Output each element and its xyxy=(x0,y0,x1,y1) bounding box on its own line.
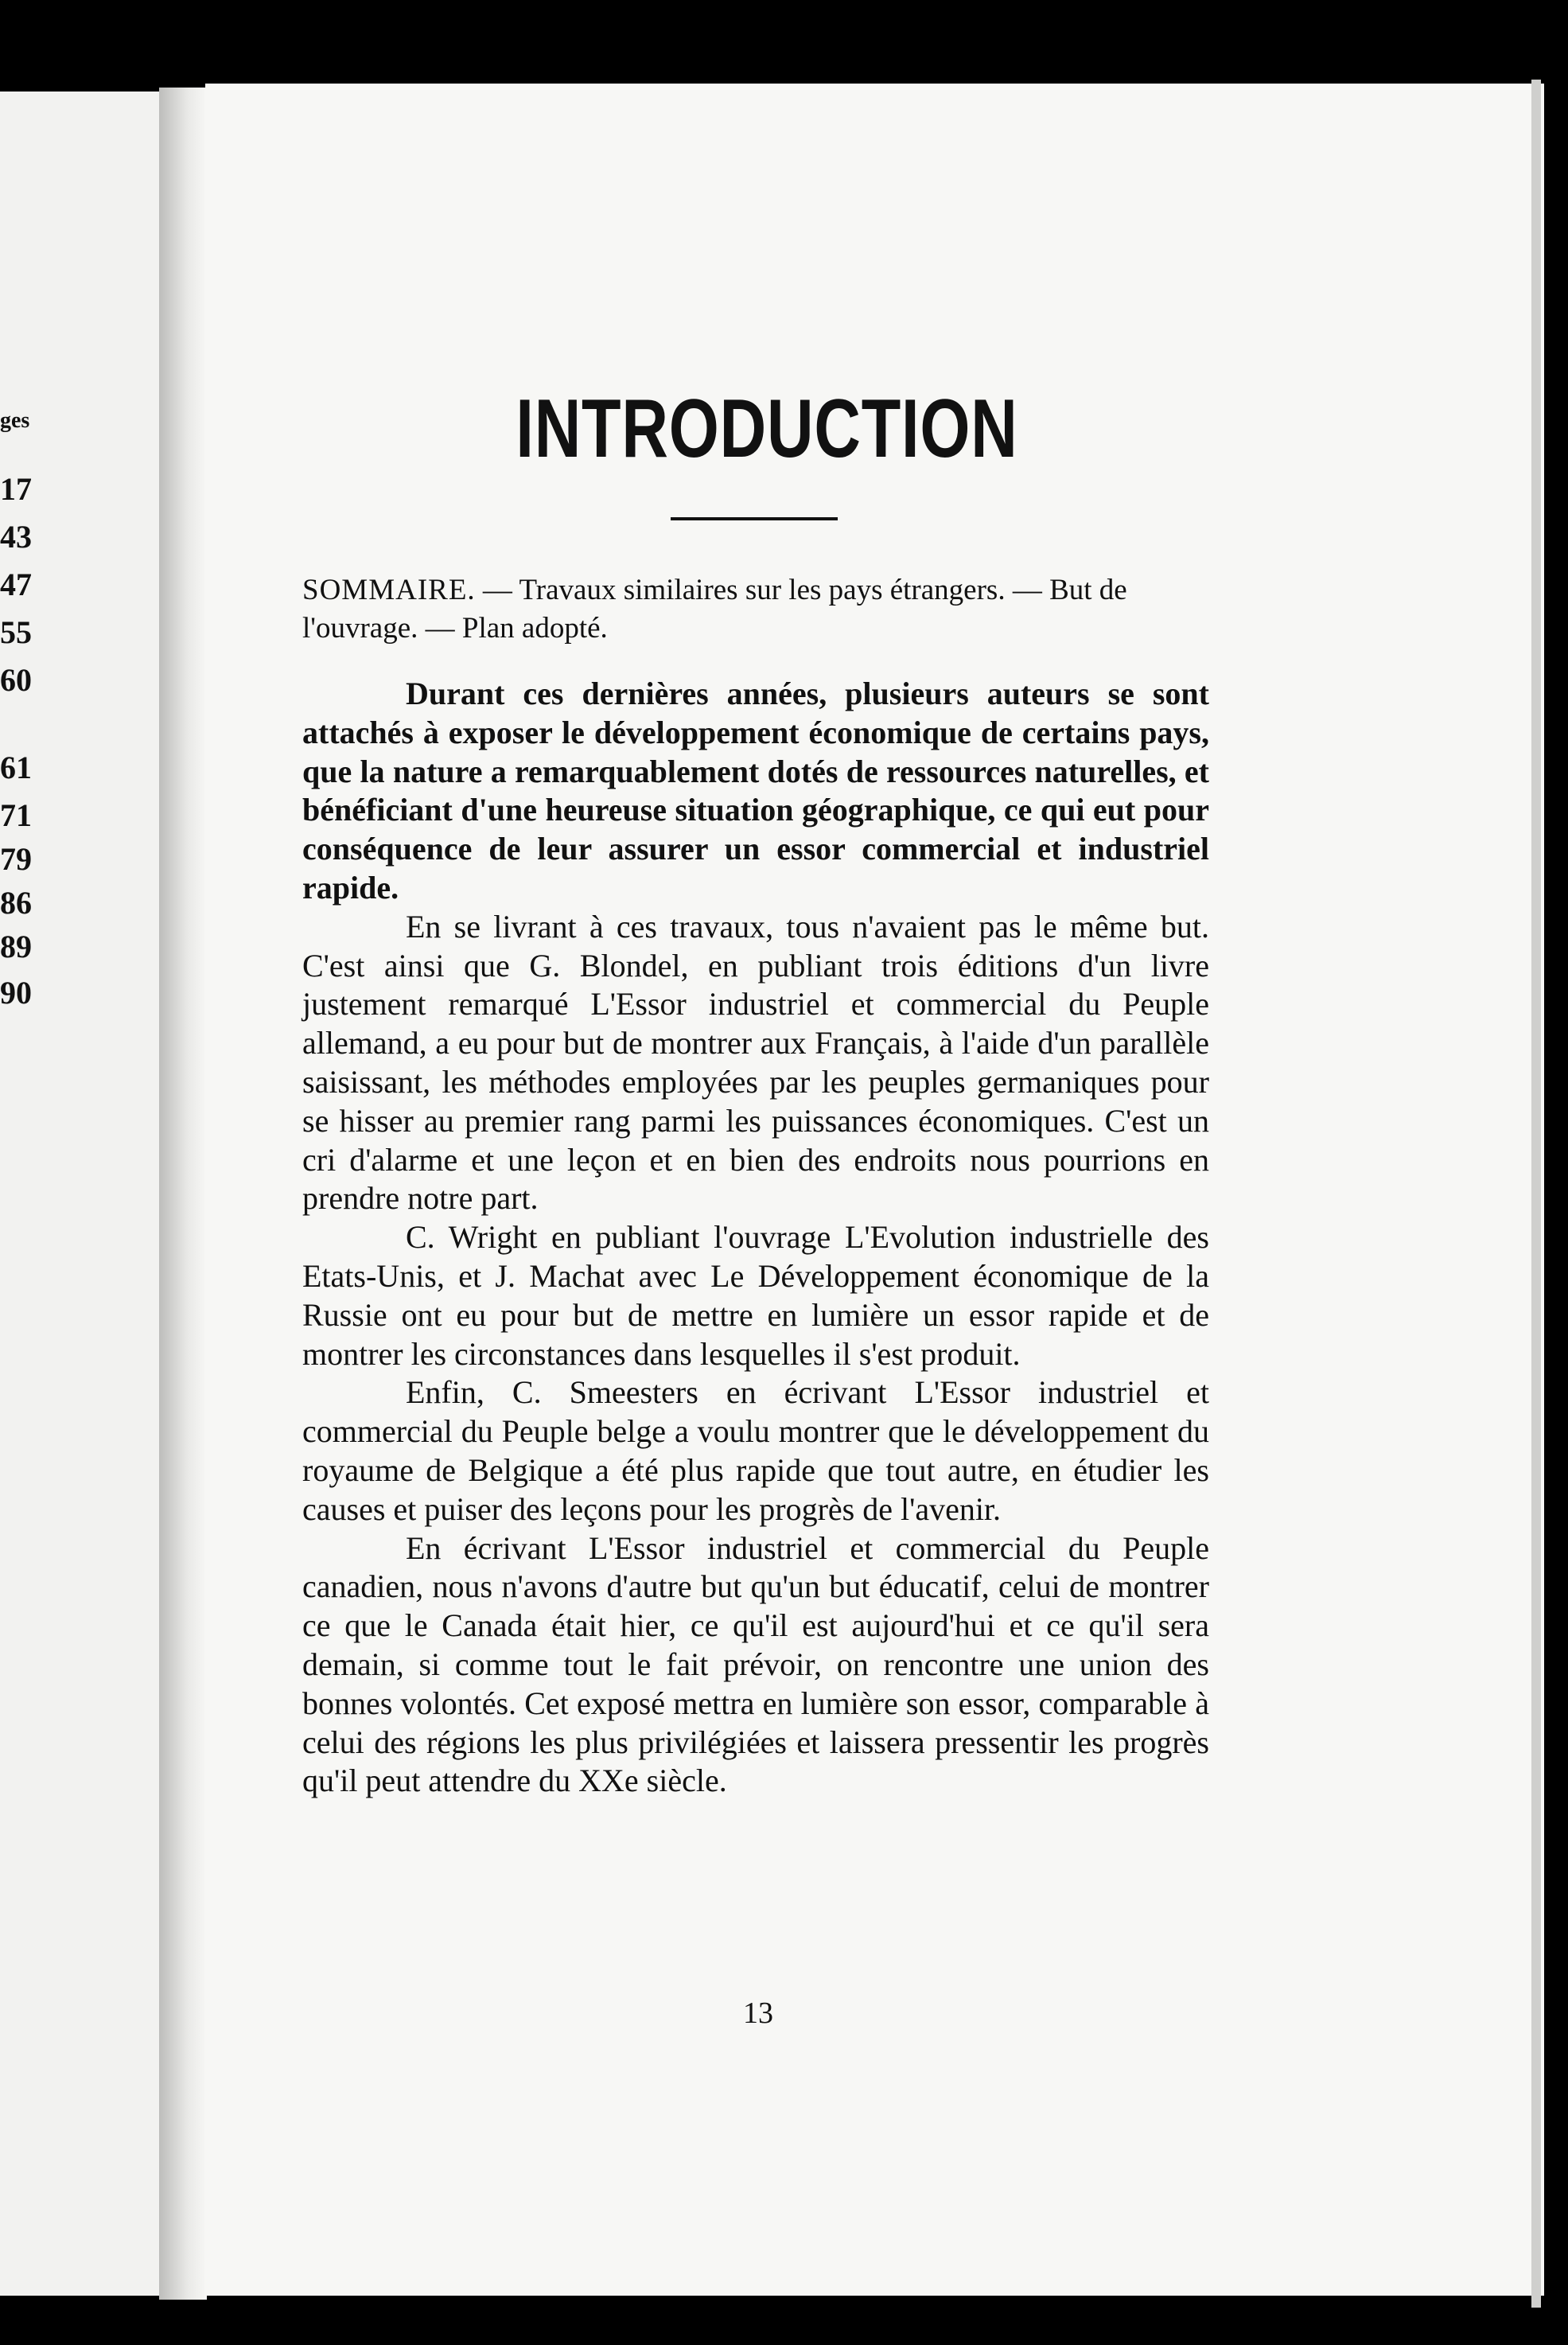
paragraph: En se livrant à ces travaux, tous n'avaient pas le même but. C'est ainsi que G. Blondel, en publiant trois éditions d'un livre justement remarqué L'Essor industriel et commercial du Peuple allemand, a eu pour but de montrer aux Français, à l'aide d'un parallèle saisissant, les méthodes employées par les peuples germaniques pour se hisser au premier rang parmi les puissances économiques. C'est un cri d'alarme et une leçon et en bien des endroits nous pourrions en prendre notre part. xyxy=(302,908,1209,1217)
summary-label: SOMMAIRE. xyxy=(302,574,476,606)
summary xyxy=(302,571,1209,648)
summary-text: — Travaux similaires sur les pays étrangers. — But de l'ouvrage. — Plan adopté. xyxy=(302,574,1127,645)
previous-page-number: 43 xyxy=(0,519,32,555)
paragraph: C. Wright en publiant l'ouvrage L'Evolution industrielle des Etats-Unis, et J. Machat avec Le Développement économique de la Russie ont eu pour but de mettre en lumière un essor rapide et de montrer les circonstances dans lesquelles il s'est produit. xyxy=(302,1219,1209,1372)
chapter-title: INTRODUCTION xyxy=(516,383,1018,475)
previous-page-number: 55 xyxy=(0,614,32,650)
body-text xyxy=(302,675,1209,1801)
previous-page-number: 89 xyxy=(0,929,32,964)
previous-page-number: 60 xyxy=(0,662,32,698)
paragraph: En écrivant L'Essor industriel et commercial du Peuple canadien, nous n'avons d'autre but qu'un but éducatif, celui de montrer ce que le Canada était hier, ce qu'il est aujourd'hui et ce qu'il sera demain, si comme tout le fait prévoir, on rencontre une union des bonnes volontés. Cet exposé mettra en lumière son essor, comparable à celui des régions les plus privilégiées et laissera pressentir les progrès qu'il peut attendre du XXe siècle. xyxy=(302,1529,1209,1799)
paragraph: Enfin, C. Smeesters en écrivant L'Essor industriel et commercial du Peuple belge a voulu montrer que le développement du royaume de Belgique a été plus rapide que tout autre, en étudier les causes et puiser des leçons pour les progrès de l'avenir. xyxy=(302,1374,1209,1527)
book-gutter xyxy=(159,88,207,2300)
paragraph: Durant ces dernières années, plusieurs auteurs se sont attachés à exposer le développement économique de certains pays, que la nature a remarquablement dotés de ressources naturelles, et bénéficiant d'une heureuse situation géographique, ce qui eut pour conséquence de leur assurer un essor commercial et industriel rapide. xyxy=(302,676,1209,906)
page-number: 13 xyxy=(743,1996,773,2030)
previous-page-number: 61 xyxy=(0,750,32,785)
previous-page-number: 79 xyxy=(0,841,32,877)
page-edge xyxy=(1531,80,1541,2308)
previous-page-number: 71 xyxy=(0,797,32,833)
previous-page-number: 86 xyxy=(0,885,32,921)
previous-page-number: 47 xyxy=(0,567,32,602)
previous-page-number: 17 xyxy=(0,471,32,507)
previous-page-number: 90 xyxy=(0,975,32,1011)
previous-page-number: ges xyxy=(0,408,30,433)
title-divider xyxy=(671,517,838,520)
